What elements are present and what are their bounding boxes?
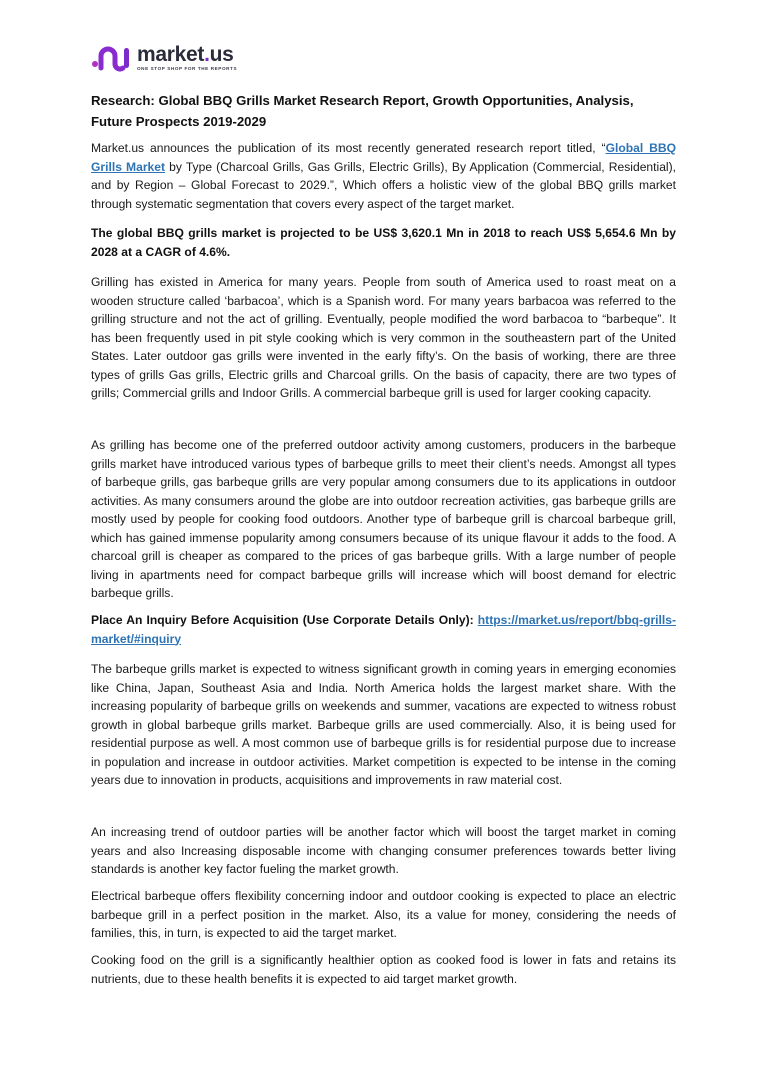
inquiry-link[interactable]: https://market.us/report/bbq-grills-market/#inquiry	[91, 613, 676, 646]
growth-paragraph: The barbeque grills market is expected to witness significant growth in coming years in emerging economies like China, Japan, Southeast Asia and India. North America holds the largest market share. With the increasing popularity of barbeque grills on weekends and summer, vacations are expected to witness robust growth in global barbeque grills market. Barbeque grills are used commercially. Also, it is being used for residential purpose as well. A most common use of barbeque grills is for residential purpose due to increase in population and increase in outdoor activities. Market competition is expected to be intense in the coming years due to innovation in products, acquisitions and improvements in raw material cost.	[91, 662, 676, 787]
report-link[interactable]: Global BBQ Grills Market	[91, 141, 676, 174]
inquiry-label: Place An Inquiry Before Acquisition (Use Corporate Details Only):	[91, 613, 478, 627]
intro-text-after: by Type (Charcoal Grills, Gas Grills, Electric Grills), By Application (Commercial, Residential), and by Region – Global Forecast to 2029.”, Which offers a holistic view of the global BBQ grills market through systematic segmentation that covers every aspect of the target market.	[91, 159, 676, 211]
logo-tagline: ONE STOP SHOP FOR THE REPORTS	[137, 66, 238, 71]
intro-text-before: Market.us announces the publication of its most recently generated research report titled, “	[91, 141, 606, 155]
market-us-logo	[91, 42, 237, 74]
logo-wordmark	[137, 45, 237, 65]
inquiry-paragraph	[91, 611, 676, 648]
grill-types-paragraph: As grilling has become one of the preferred outdoor activity among customers, producers in the barbeque grills market have introduced various types of barbeque grills to meet their client’s needs. Amongst all types of barbeque grills, gas barbeque grills are very popular among consumers due to its applications in outdoor activities. As many consumers around the globe are into outdoor recreation activities, gas barbeque grills are mostly used by people for cooking food outdoors. Another type of barbeque grill is charcoal barbeque grill, which has gained immense popularity among consumers because of its unique flavour it adds to the food. A charcoal grill is cheaper as compared to the prices of gas barbeque grills. With a large number of people living in apartments need for compact barbeque grills will increase which will boost demand for electric barbeque grills.	[91, 438, 676, 600]
market-us-logo-icon	[91, 42, 133, 74]
logo-dot: .	[204, 43, 210, 66]
history-paragraph: Grilling has existed in America for many years. People from south of America used to roast meat on a wooden structure called ‘barbacoa’, which is a Spanish word. For many years barbacoa was referred to the grilling structure and not the act of grilling. Eventually, people modified the word barbacoa to “barbeque”. It has been frequently used in pit style cooking which is very common in the southeastern part of the United States. Later outdoor gas grills were invented in the early fifty’s. On the basis of working, there are three types of grills Gas grills, Electric grills and Charcoal grills. On the basis of capacity, there are two types of grills; Commercial grills and Indoor Grills. A commercial barbeque grill is used for larger cooking capacity.	[91, 275, 676, 400]
intro-paragraph	[91, 139, 676, 213]
page-title: Research: Global BBQ Grills Market Research Report, Growth Opportunities, Analysis, Future Prospects 2019-2029	[91, 93, 634, 129]
logo-brand: market	[137, 43, 205, 66]
trends-paragraph: An increasing trend of outdoor parties will be another factor which will boost the target market in coming years and also Increasing disposable income with changing consumer preferences towards better living standards is another key factor fueling the market growth.	[91, 825, 676, 876]
logo-tld: us	[209, 43, 234, 66]
health-paragraph: Cooking food on the grill is a significantly healthier option as cooked food is lower in fats and retains its nutrients, due to these health benefits it is expected to aid target market growth.	[91, 953, 676, 986]
market-highlight: The global BBQ grills market is projected to be US$ 3,620.1 Mn in 2018 to reach US$ 5,654.6 Mn by 2028 at a CAGR of 4.6%.	[91, 226, 676, 259]
electrical-paragraph: Electrical barbeque offers flexibility concerning indoor and outdoor cooking is expected to place an electric barbeque grill in a perfect position in the market. Also, its a value for money, considering the needs of families, this, in turn, is expected to aid the target market.	[91, 889, 676, 940]
